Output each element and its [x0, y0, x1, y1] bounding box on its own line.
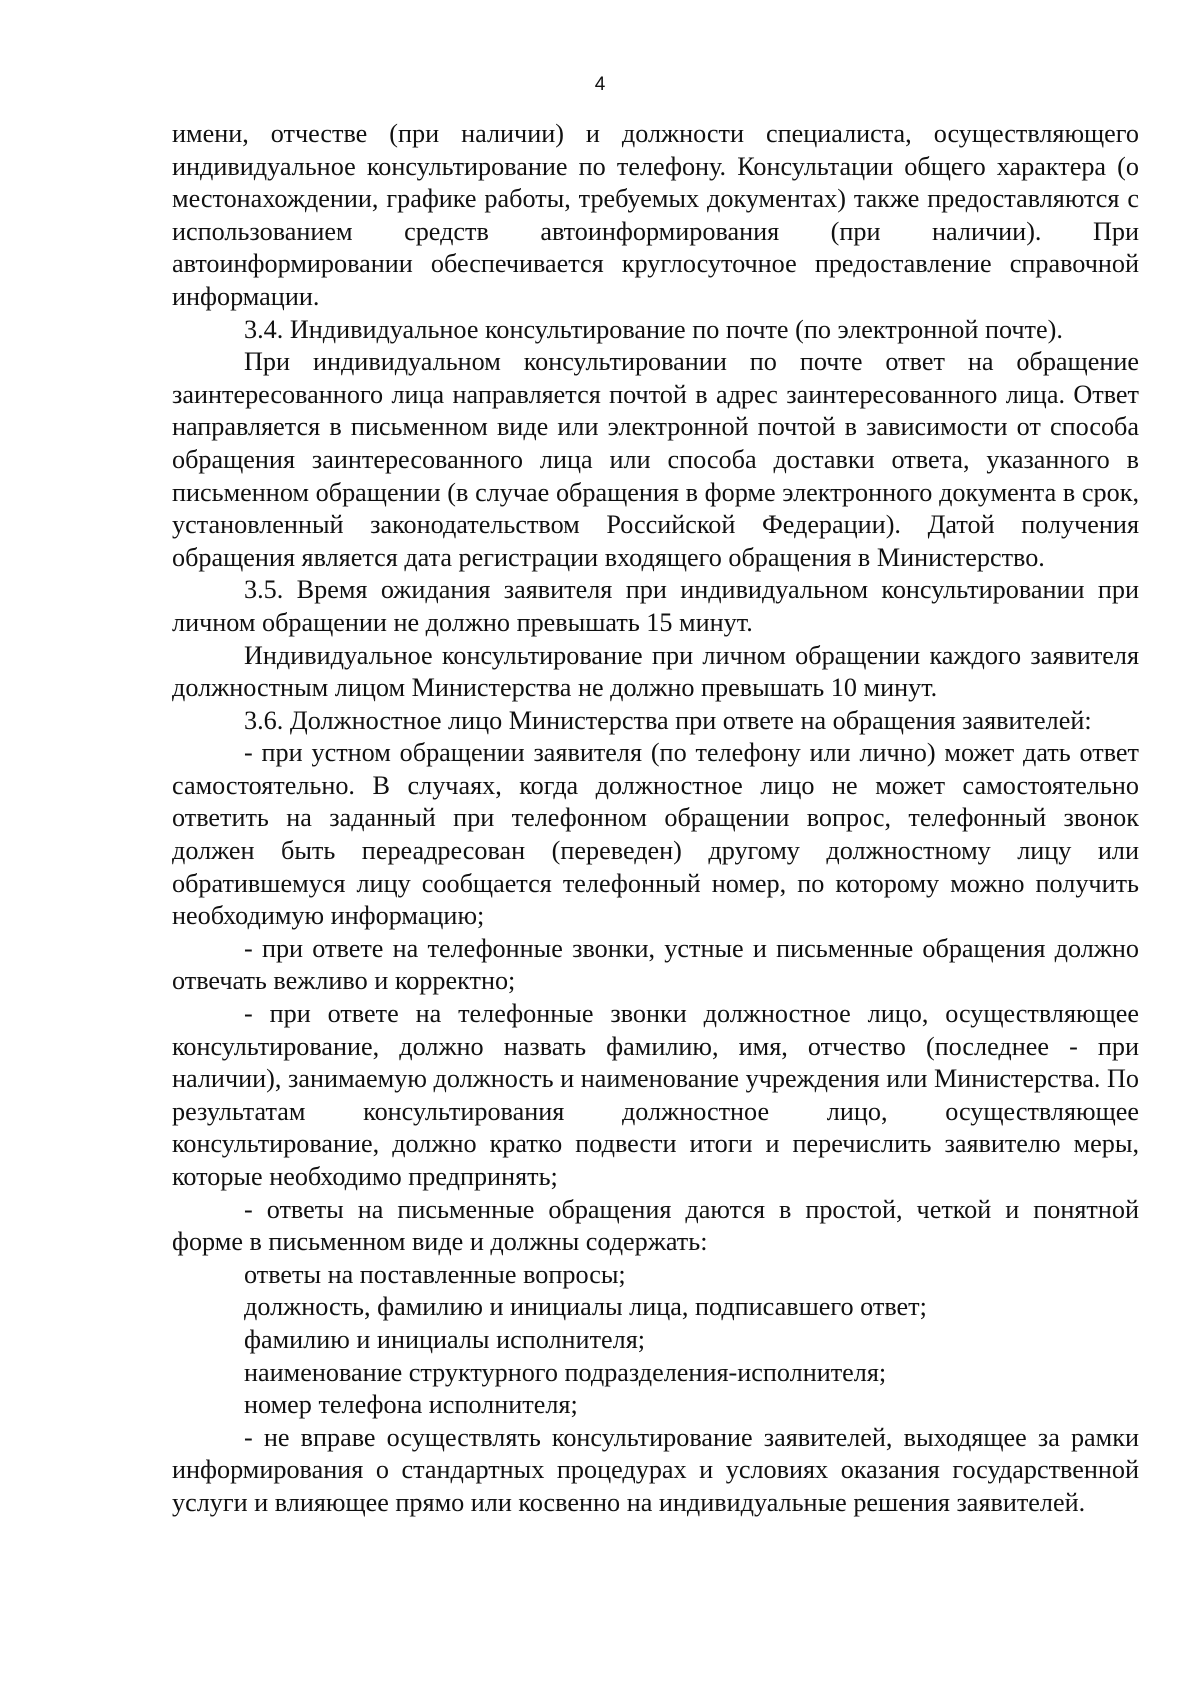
paragraph-10: - ответы на письменные обращения даются в простой, четкой и понятной форме в письменном виде и должны содержать:: [172, 1194, 1139, 1257]
paragraph-15: номер телефона исполнителя;: [244, 1390, 578, 1420]
paragraph-2: 3.4. Индивидуальное консультирование по почте (по электронной почте).: [244, 314, 1063, 344]
paragraph-4: 3.5. Время ожидания заявителя при индивидуальном консультировании при личном обращении не должно превышать 15 минут.: [172, 575, 1139, 637]
paragraph-3: При индивидуальном консультировании по почте ответ на обращение заинтересованного лица направляется почтой в адрес заинтересованного лица. Ответ направляется в письменном виде или электронной почтой в зависимости от способа обращения заинтересованного лица или способа доставки ответа, указанного в письменном обращении (в случае обращения в форме электронного документа в срок, установленный законодательством Российской Федерации). Датой получения обращения является дата регистрации входящего обращения в Министерство.: [172, 347, 1139, 572]
paragraph-12: должность, фамилию и инициалы лица, подписавшего ответ;: [244, 1292, 927, 1322]
page-number: 4: [594, 74, 606, 95]
paragraph-11: ответы на поставленные вопросы;: [244, 1259, 626, 1289]
paragraph-8: - при ответе на телефонные звонки, устные и письменные обращения должно отвечать вежливо и корректно;: [172, 933, 1139, 996]
paragraph-7: - при устном обращении заявителя (по телефону или лично) может дать ответ самостоятельно. В случаях, когда должностное лицо не может самостоятельно ответить на заданный при телефонном обращении вопрос, телефонный звонок должен быть переадресован (переведен) другому должностному лицу или обратившемуся лицу сообщается телефонный номер, по которому можно получить необходимую информацию;: [172, 738, 1139, 931]
paragraph-14: наименование структурного подразделения-исполнителя;: [244, 1357, 887, 1387]
paragraph-9: - при ответе на телефонные звонки должностное лицо, осуществляющее консультирование, должно назвать фамилию, имя, отчество (последнее - при наличии), занимаемую должность и наименование учреждения или Министерства. По результатам консультирования должностное лицо, осуществляющее консультирование, должно кратко подвести итоги и перечислить заявителю меры, которые необходимо предпринять;: [172, 999, 1139, 1191]
document-body: [172, 118, 1139, 1520]
paragraph-13: фамилию и инициалы исполнителя;: [244, 1324, 646, 1354]
paragraph-6: 3.6. Должностное лицо Министерства при ответе на обращения заявителей:: [244, 705, 1092, 735]
paragraph-16: - не вправе осуществлять консультирование заявителей, выходящее за рамки информирования о стандартных процедурах и условиях оказания государственной услуги и влияющее прямо или косвенно на индивидуальные решения заявителей.: [172, 1422, 1139, 1517]
paragraph-5: Индивидуальное консультирование при личном обращении каждого заявителя должностным лицом Министерства не должно превышать 10 минут.: [172, 640, 1139, 703]
paragraph-1: имени, отчестве (при наличии) и должности специалиста, осуществляющего индивидуальное консультирование по телефону. Консультации общего характера (о местонахождении, графике работы, требуемых документах) также предоставляются с использованием средств автоинформирования (при наличии). При автоинформировании обеспечивается круглосуточное предоставление справочной информации.: [172, 119, 1139, 311]
